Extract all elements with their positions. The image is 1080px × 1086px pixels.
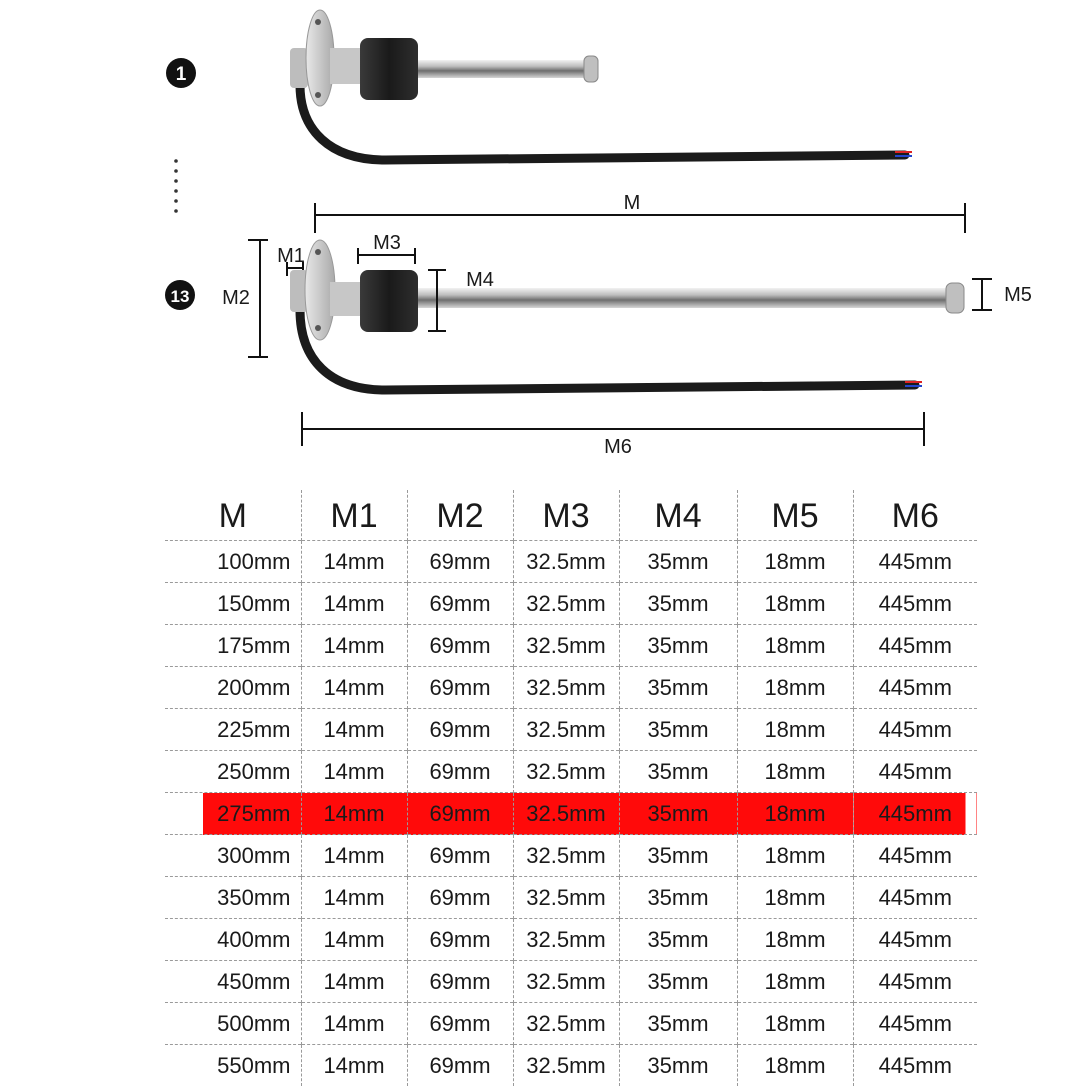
table-row — [165, 667, 977, 709]
table-cell: 100mm — [165, 541, 301, 583]
table-row — [165, 541, 977, 583]
table-cell: 69mm — [407, 919, 513, 961]
table-cell: 14mm — [301, 793, 407, 835]
label-m3: M3 — [373, 232, 401, 254]
item-number-last: 13 — [171, 287, 190, 306]
table-cell: 32.5mm — [513, 835, 619, 877]
table-cell: 14mm — [301, 625, 407, 667]
column-header-m5: M5 — [737, 490, 853, 541]
column-header-m2: M2 — [407, 490, 513, 541]
table-cell: 14mm — [301, 1003, 407, 1045]
sensor-long-image — [290, 240, 964, 390]
table-cell: 35mm — [619, 667, 737, 709]
label-m6: M6 — [604, 436, 632, 458]
table-cell: 32.5mm — [513, 1003, 619, 1045]
table-cell: 445mm — [853, 1045, 977, 1086]
table-cell: 32.5mm — [513, 583, 619, 625]
table-cell: 445mm — [853, 877, 977, 919]
label-m1: M1 — [277, 245, 305, 267]
table-cell: 35mm — [619, 919, 737, 961]
table-cell: 35mm — [619, 1003, 737, 1045]
table-row — [165, 583, 977, 625]
table-cell: 32.5mm — [513, 751, 619, 793]
table-cell: 14mm — [301, 1045, 407, 1086]
table-cell: 18mm — [737, 583, 853, 625]
sensor-short-image — [290, 10, 912, 160]
dimension-m2 — [222, 240, 268, 357]
table-cell: 18mm — [737, 1003, 853, 1045]
table-cell: 14mm — [301, 961, 407, 1003]
table-cell: 69mm — [407, 835, 513, 877]
item-number-first: 1 — [176, 64, 187, 85]
table-header-row — [165, 490, 977, 541]
table-cell: 69mm — [407, 709, 513, 751]
table-cell: 32.5mm — [513, 877, 619, 919]
table-cell: 18mm — [737, 961, 853, 1003]
table-cell: 14mm — [301, 709, 407, 751]
table-cell: 35mm — [619, 877, 737, 919]
table-cell: 14mm — [301, 919, 407, 961]
table-cell: 18mm — [737, 709, 853, 751]
dimension-m6 — [302, 412, 924, 458]
table-cell: 32.5mm — [513, 793, 619, 835]
dimension-table — [165, 490, 977, 1086]
table-cell: 18mm — [737, 877, 853, 919]
table-cell: 445mm — [853, 793, 977, 835]
table-cell: 32.5mm — [513, 919, 619, 961]
table-cell: 400mm — [165, 919, 301, 961]
table-cell: 35mm — [619, 961, 737, 1003]
table-cell: 445mm — [853, 541, 977, 583]
table-cell: 32.5mm — [513, 667, 619, 709]
table-cell: 35mm — [619, 709, 737, 751]
table-cell: 69mm — [407, 1003, 513, 1045]
table-cell: 32.5mm — [513, 625, 619, 667]
table-cell: 18mm — [737, 751, 853, 793]
table-cell: 150mm — [165, 583, 301, 625]
table-cell: 14mm — [301, 541, 407, 583]
table-cell: 445mm — [853, 835, 977, 877]
table-row — [165, 835, 977, 877]
table-cell: 14mm — [301, 583, 407, 625]
table-cell: 200mm — [165, 667, 301, 709]
table-cell: 350mm — [165, 877, 301, 919]
table-cell: 69mm — [407, 793, 513, 835]
dimension-m — [315, 192, 965, 233]
table-cell: 69mm — [407, 541, 513, 583]
table-cell: 35mm — [619, 625, 737, 667]
table-cell: 14mm — [301, 751, 407, 793]
table-cell: 445mm — [853, 919, 977, 961]
table-cell: 18mm — [737, 1045, 853, 1086]
column-header-m: M — [165, 490, 301, 541]
table-cell: 32.5mm — [513, 961, 619, 1003]
table-cell: 445mm — [853, 667, 977, 709]
table-row — [165, 877, 977, 919]
label-m2: M2 — [222, 287, 250, 309]
table-cell: 32.5mm — [513, 709, 619, 751]
table-cell: 445mm — [853, 625, 977, 667]
table-cell: 69mm — [407, 877, 513, 919]
table-cell: 300mm — [165, 835, 301, 877]
table-cell: 18mm — [737, 919, 853, 961]
table-cell: 69mm — [407, 961, 513, 1003]
item-number-badge-last — [165, 280, 195, 310]
table-row-highlighted — [165, 793, 977, 835]
label-m: M — [624, 192, 641, 214]
table-row — [165, 751, 977, 793]
table-cell: 275mm — [165, 793, 301, 835]
table-cell: 500mm — [165, 1003, 301, 1045]
table-cell: 450mm — [165, 961, 301, 1003]
table-cell: 14mm — [301, 835, 407, 877]
table-cell: 445mm — [853, 751, 977, 793]
table-row — [165, 919, 977, 961]
table-cell: 35mm — [619, 793, 737, 835]
dimension-m5 — [972, 279, 1032, 310]
column-header-m1: M1 — [301, 490, 407, 541]
label-m4: M4 — [466, 269, 494, 291]
table-cell: 445mm — [853, 1003, 977, 1045]
table-row — [165, 1003, 977, 1045]
table-cell: 35mm — [619, 583, 737, 625]
table-cell: 69mm — [407, 751, 513, 793]
table-cell: 445mm — [853, 583, 977, 625]
table-cell: 18mm — [737, 793, 853, 835]
table-cell: 32.5mm — [513, 1045, 619, 1086]
table-cell: 69mm — [407, 667, 513, 709]
column-header-m6: M6 — [853, 490, 977, 541]
table-cell: 69mm — [407, 625, 513, 667]
column-header-m3: M3 — [513, 490, 619, 541]
table-cell: 445mm — [853, 961, 977, 1003]
ellipsis-dots — [174, 159, 178, 213]
table-cell: 69mm — [407, 1045, 513, 1086]
table-row — [165, 961, 977, 1003]
table-cell: 175mm — [165, 625, 301, 667]
column-header-m4: M4 — [619, 490, 737, 541]
table-cell: 250mm — [165, 751, 301, 793]
table-body — [165, 541, 977, 1086]
label-m5: M5 — [1004, 284, 1032, 306]
table-row — [165, 709, 977, 751]
table-cell: 35mm — [619, 751, 737, 793]
table-cell: 225mm — [165, 709, 301, 751]
table-cell: 550mm — [165, 1045, 301, 1086]
table-cell: 445mm — [853, 709, 977, 751]
dimension-m3 — [358, 232, 415, 264]
item-number-badge-first — [166, 58, 196, 88]
table-cell: 14mm — [301, 877, 407, 919]
sensor-diagram — [0, 0, 1080, 480]
table-cell: 14mm — [301, 667, 407, 709]
table-cell: 18mm — [737, 667, 853, 709]
table-cell: 18mm — [737, 625, 853, 667]
table-cell: 35mm — [619, 835, 737, 877]
table-cell: 18mm — [737, 541, 853, 583]
table-cell: 69mm — [407, 583, 513, 625]
table-cell: 32.5mm — [513, 541, 619, 583]
table-row — [165, 625, 977, 667]
table-cell: 35mm — [619, 541, 737, 583]
table-cell: 18mm — [737, 835, 853, 877]
table-cell: 35mm — [619, 1045, 737, 1086]
